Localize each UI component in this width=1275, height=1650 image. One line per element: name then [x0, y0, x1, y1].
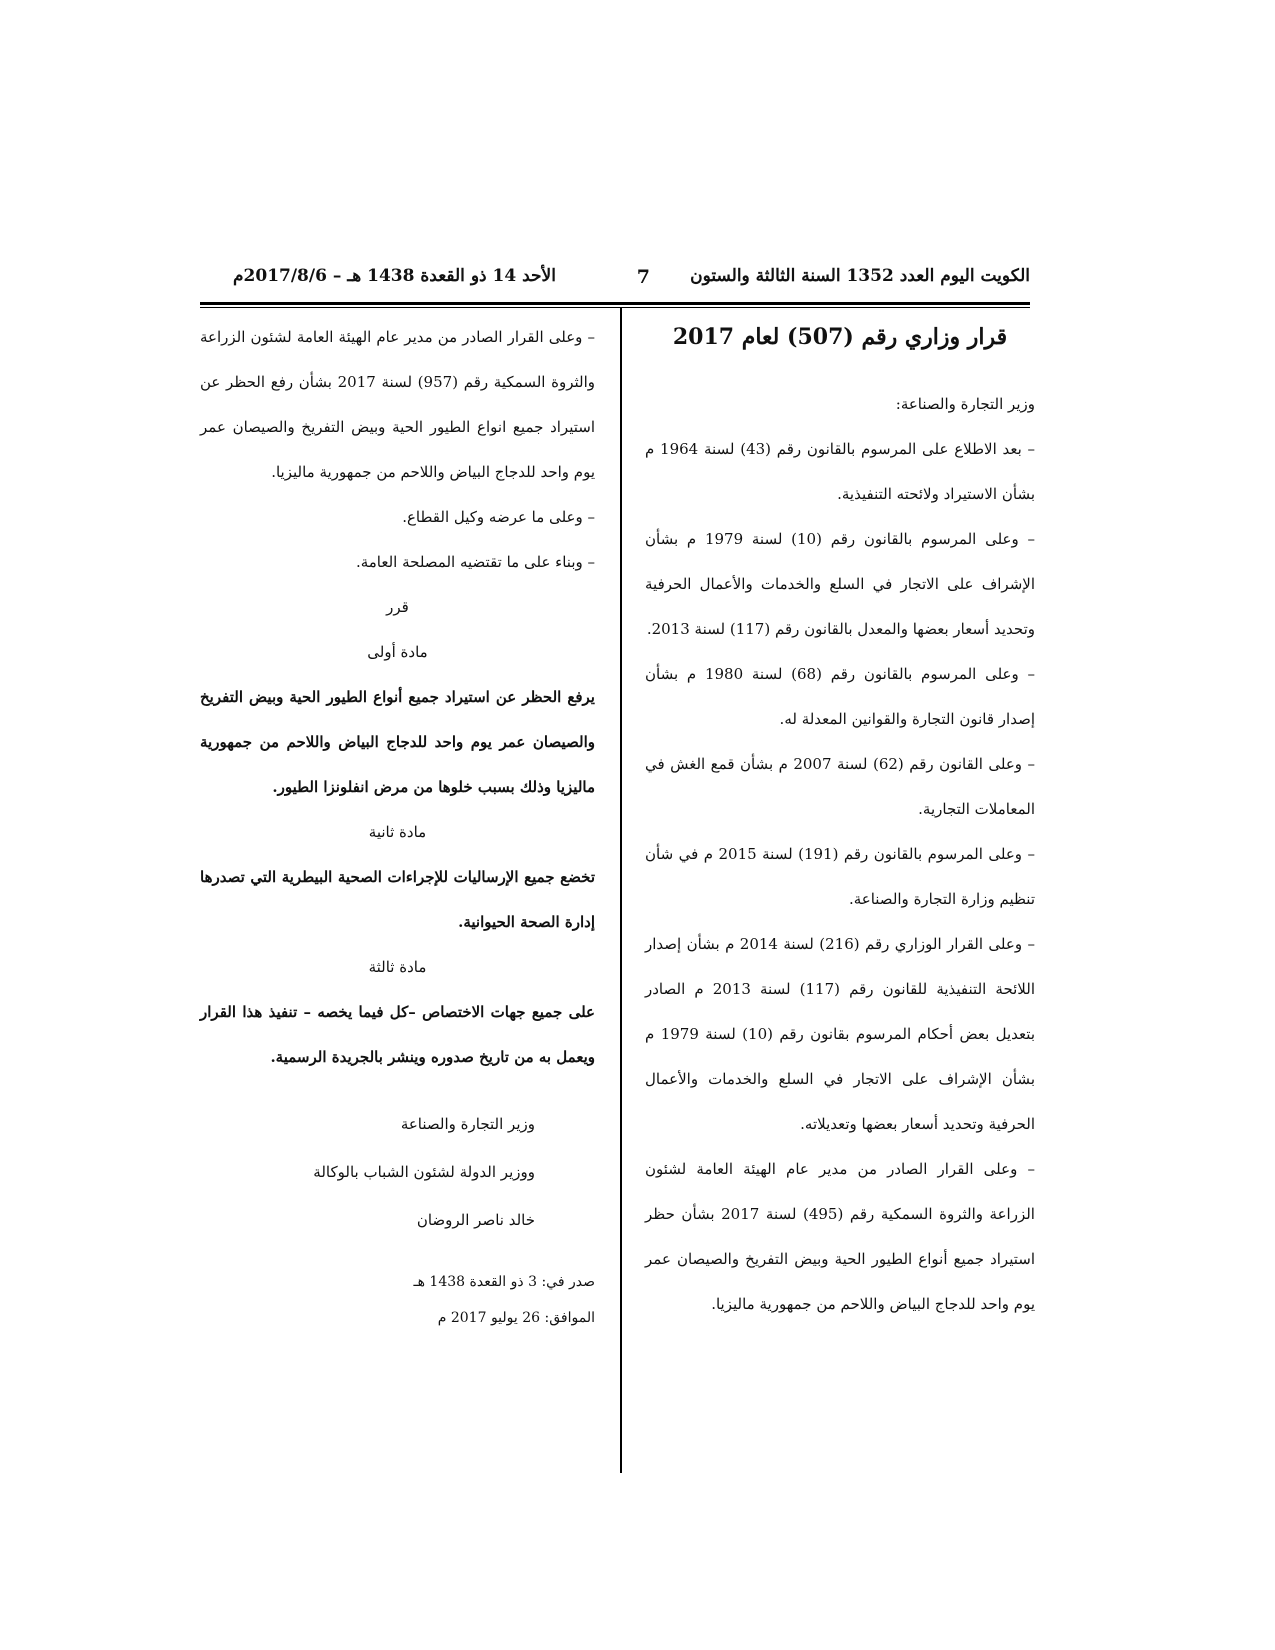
preamble-clause: – وعلى المرسوم بالقانون رقم (10) لسنة 1979 م بشأن الإشراف على الاتجار في السلع والخدمات والأعمال الحرفية وتحديد أسعار بعضها والمعدل بالقانون رقم (117) لسنة 2013. — [645, 530, 1035, 638]
signature-name: خالد ناصر الروضان — [416, 1211, 535, 1229]
header-date: الأحد 14 ذو القعدة 1438 هـ – 2017/8/6م — [233, 266, 556, 286]
decision-title: قرار وزاري رقم (507) لعام 2017 — [672, 324, 1008, 350]
preamble-clause: – بعد الاطلاع على المرسوم بالقانون رقم (43) لسنة 1964 م بشأن الاستيراد ولائحته التنفيذية. — [645, 440, 1035, 503]
article-2-text: تخضع جميع الإرساليات للإجراءات الصحية البيطرية التي تصدرها إدارة الصحة الحيوانية. — [200, 868, 595, 931]
left-column — [200, 315, 595, 1336]
issued-date: صدر في: 3 ذو القعدة 1438 هـ — [413, 1274, 595, 1290]
article-1-text: يرفع الحظر عن استيراد جميع أنواع الطيور الحية وبيض التفريخ والصيصان عمر يوم واحد للدجاج البياض واللاحم من جمهورية ماليزيا وذلك بسبب خلوها من مرض انفلونزا الطيور. — [200, 688, 595, 796]
article-3-title: مادة ثالثة — [368, 958, 427, 976]
article-1-title: مادة أولى — [367, 643, 428, 661]
decided-heading: قرر — [386, 598, 409, 616]
article-3-text: على جميع جهات الاختصاص –كل فيما يخصه – تنفيذ هذا القرار ويعمل به من تاريخ صدوره وينشر بالجريدة الرسمية. — [200, 1003, 595, 1066]
column-divider — [620, 308, 622, 1473]
preamble-clause: – وعلى ما عرضه وكيل القطاع. — [402, 508, 595, 526]
signature-title-2: ووزير الدولة لشئون الشباب بالوكالة — [313, 1163, 535, 1181]
corresponding-date: الموافق: 26 يوليو 2017 م — [437, 1310, 595, 1326]
article-2-title: مادة ثانية — [368, 823, 427, 841]
page-header — [200, 266, 1030, 298]
header-rule — [200, 302, 1030, 305]
preamble-clause: – وعلى المرسوم بالقانون رقم (68) لسنة 1980 م بشأن إصدار قانون التجارة والقوانين المعدلة له. — [645, 665, 1035, 728]
right-column — [645, 315, 1035, 1327]
signature-title-1: وزير التجارة والصناعة — [400, 1115, 535, 1133]
preamble-clause: – وعلى القرار الصادر من مدير عام الهيئة العامة لشئون الزراعة والثروة السمكية رقم (957) لسنة 2017 بشأن رفع الحظر عن استيراد جميع انواع الطيور الحية وبيض التفريخ والصيصان عمر يوم واحد للدجاج البياض واللاحم من جمهورية ماليزيا. — [200, 328, 595, 481]
preamble-minister: وزير التجارة والصناعة: — [895, 395, 1035, 413]
preamble-clause: – وبناء على ما تقتضيه المصلحة العامة. — [355, 553, 595, 571]
preamble-clause: – وعلى المرسوم بالقانون رقم (191) لسنة 2015 م في شأن تنظيم وزارة التجارة والصناعة. — [645, 845, 1035, 908]
preamble-clause: – وعلى القرار الصادر من مدير عام الهيئة العامة لشئون الزراعة والثروة السمكية رقم (495) لسنة 2017 بشأن حظر استيراد جميع أنواع الطيور الحية وبيض التفريخ والصيصان عمر يوم واحد للدجاج البياض واللاحم من جمهورية ماليزيا. — [645, 1160, 1035, 1313]
header-rule-thin — [200, 307, 1030, 308]
page-number: 7 — [636, 266, 650, 288]
header-issue: الكويت اليوم العدد 1352 السنة الثالثة والستون — [690, 266, 1030, 286]
preamble-clause: – وعلى القانون رقم (62) لسنة 2007 م بشأن قمع الغش في المعاملات التجارية. — [645, 755, 1035, 818]
preamble-clause: – وعلى القرار الوزاري رقم (216) لسنة 2014 م بشأن إصدار اللائحة التنفيذية للقانون رقم (117) لسنة 2013 م الصادر بتعديل بعض أحكام المرسوم بقانون رقم (10) لسنة 1979 م بشأن الإشراف على الاتجار في السلع والخدمات والأعمال الحرفية وتحديد أسعار بعضها وتعديلاته. — [645, 935, 1035, 1133]
